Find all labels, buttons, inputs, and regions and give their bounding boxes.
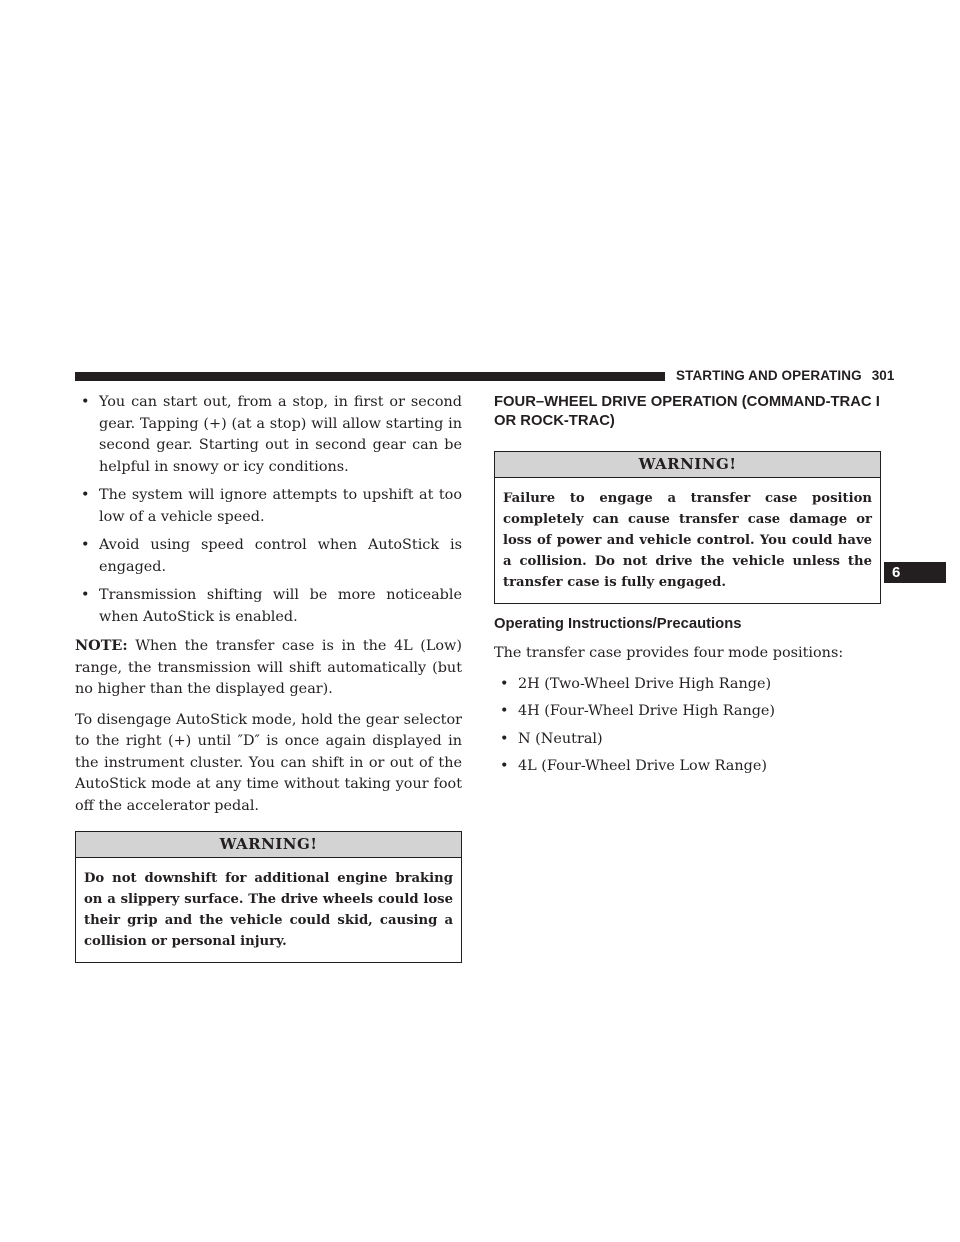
list-item: • Transmission shifting will be more noticeable when AutoStick is enabled. bbox=[81, 587, 462, 625]
warning-text: Failure to engage a transfer case position completely can cause transfer case damage or loss of power and vehicle control. You could have a collision. Do not drive the vehicle unless the transfer case is fully engaged. bbox=[503, 491, 872, 590]
warning-title: WARNING! bbox=[76, 832, 461, 858]
warning-title: WARNING! bbox=[495, 452, 880, 478]
bullet-icon: • bbox=[500, 730, 509, 747]
list-item: • 4L (Four-Wheel Drive Low Range) bbox=[494, 756, 881, 778]
warning-text: Do not downshift for additional engine braking on a slippery surface. The drive wheels could lose their grip and the vehicle could skid, causing a collision or personal injury. bbox=[84, 871, 453, 949]
note-paragraph bbox=[75, 635, 462, 701]
note-label: NOTE: bbox=[75, 637, 128, 654]
bullet-icon: • bbox=[81, 537, 90, 553]
note-text: When the transfer case is in the 4L (Low) range, the transmission will shift automatically (but no higher than the displayed gear). bbox=[75, 638, 462, 697]
body-paragraph: To disengage AutoStick mode, hold the gear selector to the right (+) until ″D″ is once again displayed in the instrument cluster. You can shift in or out of the AutoStick mode at any time without taking your foot off the accelerator pedal. bbox=[75, 711, 462, 814]
header-rule bbox=[75, 372, 665, 381]
chapter-tab: 6 bbox=[884, 562, 946, 583]
bullet-icon: • bbox=[500, 703, 509, 719]
list-item: • N (Neutral) bbox=[494, 729, 881, 751]
intro-paragraph: The transfer case provides four mode positions: bbox=[494, 645, 844, 661]
running-header bbox=[676, 367, 896, 385]
bullet-icon: • bbox=[81, 487, 90, 503]
section-title: STARTING AND OPERATING bbox=[676, 368, 862, 383]
list-item: • 2H (Two-Wheel Drive High Range) bbox=[494, 674, 881, 696]
bullet-icon: • bbox=[81, 394, 90, 410]
warning-box bbox=[75, 831, 462, 963]
bullet-icon: • bbox=[81, 587, 90, 603]
list-item: • 4H (Four-Wheel Drive High Range) bbox=[494, 701, 881, 723]
page-number: 301 bbox=[871, 368, 895, 383]
subheading: Operating Instructions/Precautions bbox=[494, 616, 742, 632]
list-item: • The system will ignore attempts to upshift at too low of a vehicle speed. bbox=[81, 487, 462, 525]
list-item: • Avoid using speed control when AutoStick is engaged. bbox=[81, 537, 462, 575]
warning-box bbox=[494, 451, 881, 604]
bullet-icon: • bbox=[500, 758, 509, 774]
bullet-icon: • bbox=[500, 675, 509, 692]
left-column bbox=[75, 392, 462, 963]
right-column bbox=[494, 392, 881, 784]
section-heading: FOUR–WHEEL DRIVE OPERATION (COMMAND-TRAC I OR ROCK-TRAC) bbox=[494, 394, 880, 429]
list-item: • You can start out, from a stop, in first or second gear. Tapping (+) (at a stop) will allow starting in second gear. Starting out in second gear can be helpful in snowy or icy conditions. bbox=[81, 394, 462, 475]
